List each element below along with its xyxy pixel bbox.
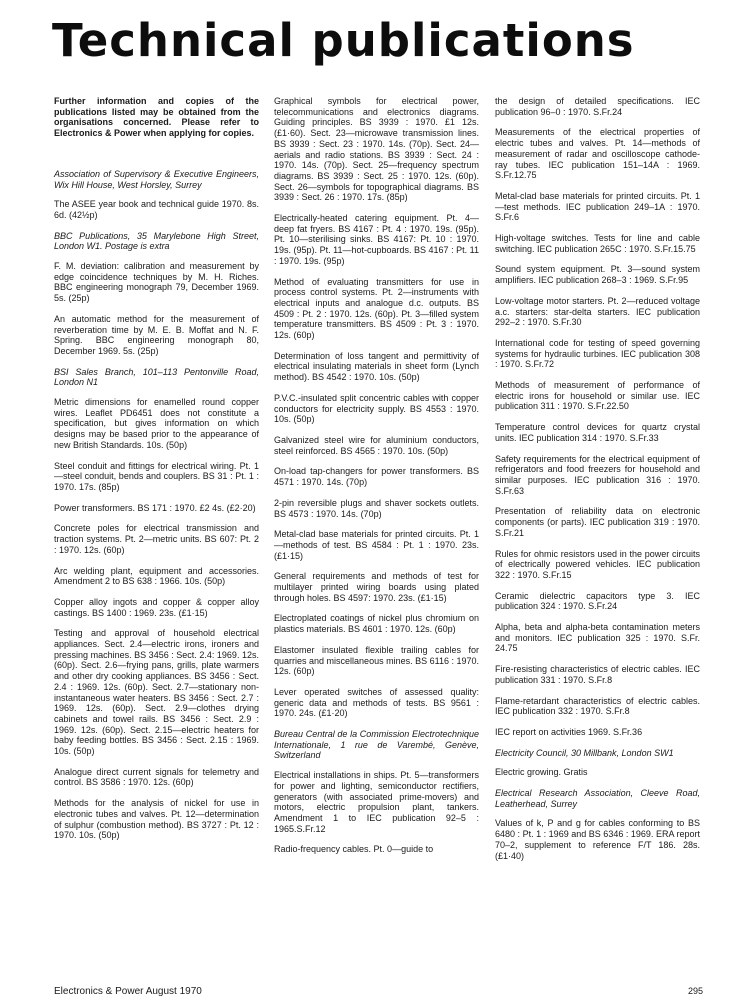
publication-entry: Metric dimensions for enamelled round copper wires. Leaflet PD6451 does not constitute a specification, but gives information on which designs may be based prior to the appearance of new British Standards. 10s. (50p): [54, 397, 259, 450]
publication-entry: Methods for the analysis of nickel for use in electronic tubes and valves. Pt. 12—determination of sulphur (combustion method). BS 3727 : Pt. 12 : 1970. 10s. (50p): [54, 798, 259, 841]
publication-entry: On-load tap-changers for power transformers. BS 4571 : 1970. 14s. (70p): [274, 466, 479, 488]
page-number: 295: [688, 986, 704, 996]
publisher-heading: Electricity Council, 30 Millbank, London SW1: [495, 747, 674, 758]
publication-entry: Values of k, P and g for cables conforming to BS 6480 : Pt. 1 : 1969 and BS 6346 : 1969. ERA report 70–2, supplement to reference F/T 186. 28s. (£1·40): [495, 818, 700, 861]
publication-entry: An automatic method for the measurement of reverberation time by M. E. B. Moffat and N. F. Spring. BBC engineering monograph 80, December 1969. 5s. (25p): [54, 313, 259, 356]
publication-entry: Sound system equipment. Pt. 3—sound system amplifiers. IEC publication 268–3 : 1969. S.Fr.95: [495, 264, 700, 286]
publication-entry: Elastomer insulated flexible trailing cables for quarries and miscellaneous mines. BS 6116 : 1970. 12s. (60p): [274, 644, 479, 677]
publication-entry: Ceramic dielectric capacitors type 3. IEC publication 324 : 1970. S.Fr.24: [495, 590, 700, 612]
column-2: [274, 96, 479, 865]
publication-entry: IEC report on activities 1969. S.Fr.36: [495, 726, 643, 737]
publication-entry: High-voltage switches. Tests for line and cable switching. IEC publication 265C : 1970. S.Fr.15.75: [495, 233, 700, 254]
column-3: [495, 96, 700, 871]
publication-entry: Testing and approval of household electrical appliances. Sect. 2.4—electric irons, ironers and pressing machines. BS 3456 : Sect. 2.4: 1969. 12s. (60p). Sect. 2.6—frying pans, grills, plate warmers and other dry cooking appliances. BS 3456 : Sect. 2.4 : 1969. 12s. (60p). Sect. 2.7—stationary non-instantaneous water heaters. BS 3456 : Sect. 2.7 : 1969. 12s. (60p). Sect. 2.9—clothes drying cabinets and towel rails. BS 3456 : Sect. 2.9 : 1969. 12s. (60p). Sect. 2.15—electric heaters for baby feeding bottles. BS 3456 : Sect. 2.15 : 1969. 10s. (50p): [54, 628, 259, 757]
page-title: Technical publications: [52, 14, 635, 67]
publisher-heading: Electrical Research Association, Cleeve Road, Leatherhead, Surrey: [495, 788, 700, 809]
publication-entry: Electrically-heated catering equipment. Pt. 4—deep fat fryers. BS 4167 : Pt. 4 : 1970. 19s. (95p). Pt. 10—sterilising sinks. BS 4167: Pt. 10 : 1970. 19s. (95p). Pt. 11—hot-cupboards. BS 4167 : Pt. 11 : 1970. 19s. (95p): [274, 213, 479, 266]
intro-note: Further information and copies of the publications listed may be obtained from the organisations concerned. Please refer to Electronics & Power when applying for copies.: [54, 96, 259, 139]
publication-entry: The ASEE year book and technical guide 1970. 8s. 6d. (42½p): [54, 199, 259, 220]
publication-entry: Alpha, beta and alpha-beta contamination meters and monitors. IEC publication 325 : 1970. S.Fr. 24.75: [495, 622, 700, 654]
publication-entry: Electroplated coatings of nickel plus chromium on plastics materials. BS 4601 : 1970. 12s. (60p): [274, 613, 479, 635]
publication-entry: P.V.C.-insulated split concentric cables with copper conductors for electricity supply. BS 4553 : 1970. 10s. (50p): [274, 392, 479, 425]
publication-entry: Low-voltage motor starters. Pt. 2—reduced voltage a.c. starters: star-delta starters. IEC publication 292–2 : 1970. S.Fr.30: [495, 295, 700, 328]
publication-entry: International code for testing of speed governing systems for hydraulic turbines. IEC publication 308 : 1970. S.Fr.72: [495, 337, 700, 370]
publication-entry: F. M. deviation: calibration and measurement by edge coincidence techniques by M. H. Riches. BBC engineering monograph 79, December 1969. 5s. (25p): [54, 261, 259, 304]
publication-entry: Graphical symbols for electrical power, telecommunications and electronics diagrams. Guiding principles. BS 3939 : 1970. £1 12s. (£1·60). Sect. 23—microwave transmission lines. BS 3939 : Sect. 23 : 1970. 14s. (70p). Sect. 24—aerials and radio stations. BS 3939 : Sect. 24 : 1970. 14s. (70p). Sect. 25—frequency spectrum diagrams. BS 3939 : Sect. 25 : 1970. 12s. (60p). Sect. 26—symbols for topographical diagrams. BS 3939 : Sect. 26 : 1970. 17s. (85p): [274, 96, 479, 203]
publication-entry: General requirements and methods of test for multilayer printed wiring boards using plated through holes. BS 4597: 1970. 23s. (£1·15): [274, 571, 479, 603]
publisher-heading: Association of Supervisory & Executive Engineers, Wix Hill House, West Horsley, Surrey: [54, 168, 259, 190]
publication-entry: Copper alloy ingots and copper & copper alloy castings. BS 1400 : 1969. 23s. (£1·15): [54, 596, 259, 618]
publication-entry: Temperature control devices for quartz crystal units. IEC publication 314 : 1970. S.Fr.33: [495, 422, 700, 443]
publication-entry: Lever operated switches of assessed quality: generic data and methods of tests. BS 9561 : 1970. 24s. (£1·20): [274, 686, 479, 719]
publication-entry: Electric growing. Gratis: [495, 767, 588, 778]
publication-entry: Flame-retardant characteristics of electric cables. IEC publication 332 : 1970. S.Fr.8: [495, 695, 700, 717]
publication-entry: Concrete poles for electrical transmission and traction systems. Pt. 2—metric units. BS 607: Pt. 2 : 1970. 12s. (60p): [54, 523, 259, 555]
publication-entry: Arc welding plant, equipment and accessories. Amendment 2 to BS 638 : 1966. 10s. (50p): [54, 565, 259, 587]
publication-entry: Analogue direct current signals for telemetry and control. BS 3586 : 1970. 12s. (60p): [54, 766, 259, 788]
publication-entry: Measurements of the electrical properties of electric tubes and valves. Pt. 14—methods of measurement of radar and oscilloscope cathode-ray tubes. IEC publication 151–14A : 1969. S.Fr.12.75: [495, 127, 700, 181]
publication-entry: Rules for ohmic resistors used in the power circuits of electrically powered vehicles. IEC publication 322 : 1970. S.Fr.15: [495, 548, 700, 580]
publication-entry: Metal-clad base materials for printed circuits. Pt. 1—test methods. IEC publication 249–1A : 1970. S.Fr.6: [495, 190, 700, 223]
publication-entry: Fire-resisting characteristics of electric cables. IEC publication 331 : 1970. S.Fr.8: [495, 664, 700, 685]
footer-journal: Electronics & Power August 1970: [54, 986, 202, 997]
publication-entry: Metal-clad base materials for printed circuits. Pt. 1—methods of test. BS 4584 : Pt. 1 : 1970. 23s. (£1·15): [274, 529, 479, 561]
publication-entry: Safety requirements for the electrical equipment of refrigerators and food freezers for household and similar purposes. IEC publication 316 : 1970. S.Fr.63: [495, 453, 700, 496]
publication-entry: Galvanized steel wire for aluminium conductors, steel reinforced. BS 4565 : 1970. 10s. (50p): [274, 434, 479, 456]
publication-entry: Presentation of reliability data on electronic components (or parts). IEC publication 319 : 1970. S.Fr.21: [495, 506, 700, 538]
publication-entry: Methods of measurement of performance of electric irons for household or similar use. IEC publication 311 : 1970. S.Fr.22.50: [495, 380, 700, 412]
publication-entry: Electrical installations in ships. Pt. 5—transformers for power and lighting, semiconductor rectifiers, generators (with associated prime-movers) and motors, electric propulsion plant, tankers. Amendment 1 to IEC publication 92–5 : 1965.S.Fr.12: [274, 770, 479, 834]
publisher-heading: BSI Sales Branch, 101–113 Pentonville Road, London N1: [54, 366, 259, 388]
publication-entry: Determination of loss tangent and permittivity of electrical insulating materials in sheet form (Lynch method). BS 4542 : 1970. 10s. (50p): [274, 350, 479, 383]
publication-entry: 2-pin reversible plugs and shaver sockets outlets. BS 4573 : 1970. 14s. (70p): [274, 497, 479, 519]
publication-entry: Power transformers. BS 171 : 1970. £2 4s. (£2·20): [54, 502, 256, 513]
column-1: [54, 96, 259, 851]
publication-entry: Radio-frequency cables. Pt. 0—guide to: [274, 844, 434, 855]
publication-entry: Method of evaluating transmitters for use in process control systems. Pt. 2—instruments with electrical inputs and analogue d.c. outputs. BS 4509 : Pt. 2 : 1970. 12s. (60p). Pt. 3—filled system temperature transmitters. BS 4509 : Pt. 3 : 1970. 12s. (60p): [274, 276, 479, 341]
publication-entry: the design of detailed specifications. IEC publication 96–0 : 1970. S.Fr.24: [495, 96, 700, 117]
publisher-heading: BBC Publications, 35 Marylebone High Street, London W1. Postage is extra: [54, 230, 259, 252]
publisher-heading: Bureau Central de la Commission Electrotechnique Internationale, 1 rue de Varembé, Genève, Switzerland: [274, 729, 479, 761]
publication-entry: Steel conduit and fittings for electrical wiring. Pt. 1—steel conduit, bends and couplers. BS 31 : Pt. 1 : 1970. 17s. (85p): [54, 460, 259, 492]
